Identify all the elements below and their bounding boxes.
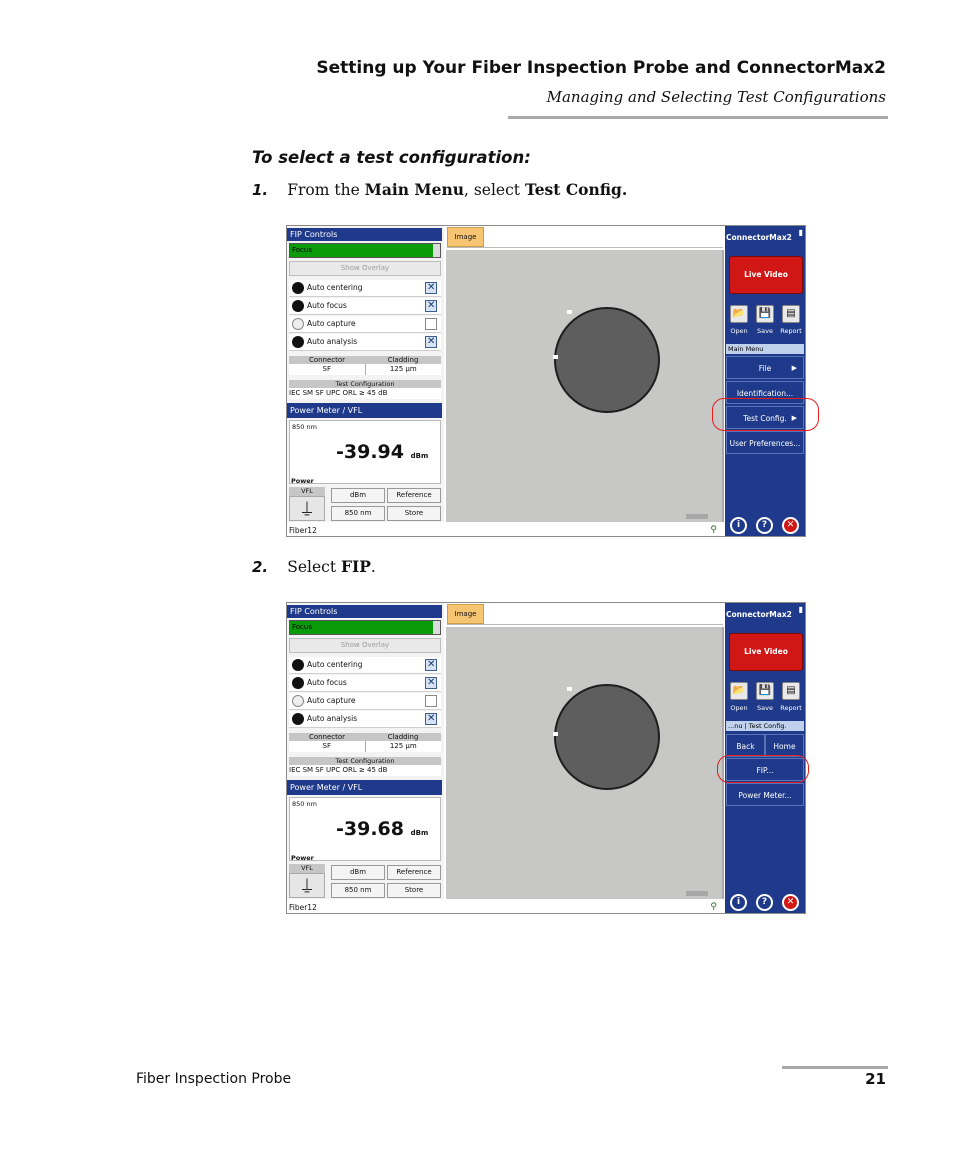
fiber-core-image — [554, 684, 660, 790]
vfl-laser-icon[interactable]: ⍊ — [289, 873, 325, 898]
back-button[interactable]: Back — [726, 734, 765, 757]
tab-underline — [447, 624, 723, 625]
tab-underline — [447, 247, 723, 248]
power-value: -39.68 — [336, 818, 404, 840]
fiber-name: Fiber12 — [289, 903, 317, 912]
connector-cladding-table: Connector Cladding SF 125 µm — [289, 733, 441, 752]
report-icon[interactable]: ▤ — [782, 682, 800, 700]
highlight-test-config — [712, 398, 819, 431]
save-disk-icon[interactable]: 💾 — [756, 305, 774, 323]
close-icon[interactable]: ✕ — [782, 894, 799, 911]
main-menu-header: Main Menu — [726, 344, 804, 354]
right-menu-panel — [725, 226, 806, 536]
menu-item-test-config[interactable]: Test Config. ▶ — [726, 406, 804, 429]
defect-spot — [553, 732, 558, 736]
defect-spot — [553, 355, 558, 359]
open-label: Open — [730, 704, 748, 712]
scale-indicator — [686, 891, 708, 896]
tab-image[interactable]: Image — [447, 604, 484, 624]
reference-button[interactable]: Reference — [387, 865, 441, 880]
live-video-button[interactable]: Live Video — [729, 256, 803, 294]
step-1 — [252, 180, 627, 199]
battery-icon: ▮ — [798, 605, 803, 614]
checkbox-checked-icon[interactable] — [425, 300, 437, 312]
highlight-fip — [717, 755, 809, 783]
status-led-icon — [292, 336, 304, 348]
procedure-title: To select a test configuration: — [252, 148, 531, 167]
vfl-laser-icon[interactable]: ⍊ — [289, 496, 325, 521]
power-reading-display: 850 nm -39.94 dBm Power — [289, 420, 441, 484]
fiber-image-view[interactable] — [446, 250, 722, 522]
step-number: 1. — [252, 181, 269, 199]
battery-icon: ▮ — [798, 228, 803, 237]
dbm-button[interactable]: dBm — [331, 865, 385, 880]
menu-item-file[interactable]: File ▶ — [726, 356, 804, 379]
checkbox-checked-icon[interactable] — [425, 336, 437, 348]
report-label: Report — [780, 704, 802, 712]
tab-image[interactable]: Image — [447, 227, 484, 247]
save-label: Save — [757, 327, 773, 335]
vfl-label: VFL — [289, 487, 325, 496]
help-icon[interactable]: ? — [756, 517, 773, 534]
report-label: Report — [780, 327, 802, 335]
probe-status-icon: ⚲ — [710, 902, 717, 912]
status-led-icon — [292, 300, 304, 312]
reference-button[interactable]: Reference — [387, 488, 441, 503]
checkbox-checked-icon[interactable] — [425, 659, 437, 671]
test-config-value: IEC SM SF UPC ORL ≥ 45 dB — [289, 765, 441, 776]
power-meter-header: Power Meter / VFL — [287, 403, 442, 418]
auto-centering-option[interactable]: Auto centering ✕ — [289, 280, 441, 297]
help-icon[interactable]: ? — [756, 894, 773, 911]
fiber-image-view[interactable] — [446, 627, 722, 899]
test-config-value: IEC SM SF UPC ORL ≥ 45 dB — [289, 388, 441, 399]
app-title: ConnectorMax2 — [726, 610, 792, 619]
footer-rule — [782, 1066, 888, 1069]
show-overlay-button[interactable]: Show Overlay — [289, 261, 441, 276]
app-title: ConnectorMax2 — [726, 233, 792, 242]
save-label: Save — [757, 704, 773, 712]
power-value: -39.94 — [336, 441, 404, 463]
fip-left-panel — [287, 226, 444, 522]
power-meter-header: Power Meter / VFL — [287, 780, 442, 795]
auto-focus-option[interactable]: Auto focus ✕ — [289, 675, 441, 692]
show-overlay-button[interactable]: Show Overlay — [289, 638, 441, 653]
wavelength-button[interactable]: 850 nm — [331, 506, 385, 521]
checkbox-checked-icon[interactable] — [425, 282, 437, 294]
info-icon[interactable]: i — [730, 517, 747, 534]
report-icon[interactable]: ▤ — [782, 305, 800, 323]
status-led-off-icon — [292, 318, 304, 330]
auto-analysis-option[interactable]: Auto analysis ✕ — [289, 711, 441, 728]
open-folder-icon[interactable]: 📂 — [730, 305, 748, 323]
section-subtitle: Managing and Selecting Test Configurations — [546, 88, 886, 106]
vfl-label: VFL — [289, 864, 325, 873]
checkbox-empty-icon[interactable] — [425, 318, 437, 330]
submenu-arrow-icon: ▶ — [791, 364, 797, 372]
page-number: 21 — [865, 1070, 886, 1088]
connector-cladding-table: Connector Cladding SF 125 µm — [289, 356, 441, 375]
test-config-label: Test Configuration — [289, 380, 441, 388]
fip-left-panel — [287, 603, 444, 899]
home-button[interactable]: Home — [765, 734, 804, 757]
save-disk-icon[interactable]: 💾 — [756, 682, 774, 700]
fip-controls-header: FIP Controls — [287, 228, 442, 241]
checkbox-checked-icon[interactable] — [425, 677, 437, 689]
test-config-label: Test Configuration — [289, 757, 441, 765]
store-button[interactable]: Store — [387, 506, 441, 521]
wavelength-button[interactable]: 850 nm — [331, 883, 385, 898]
status-led-icon — [292, 282, 304, 294]
focus-bar: Focus — [289, 620, 441, 635]
status-led-icon — [292, 677, 304, 689]
defect-spot — [567, 687, 572, 691]
submenu-arrow-icon: ▶ — [791, 414, 797, 422]
open-folder-icon[interactable]: 📂 — [730, 682, 748, 700]
screenshot-main-menu — [286, 225, 806, 537]
auto-centering-option[interactable]: Auto centering ✕ — [289, 657, 441, 674]
menu-item-power-meter[interactable]: Power Meter... — [726, 783, 804, 806]
step-text: Select FIP. — [287, 557, 376, 576]
status-led-icon — [292, 659, 304, 671]
info-icon[interactable]: i — [730, 894, 747, 911]
step-number: 2. — [252, 558, 269, 576]
image-divider — [722, 250, 724, 522]
open-label: Open — [730, 327, 748, 335]
power-reading-display: 850 nm -39.68 dBm Power — [289, 797, 441, 861]
menu-item-fip[interactable]: FIP... — [726, 758, 804, 781]
chapter-title: Setting up Your Fiber Inspection Probe and ConnectorMax2 — [316, 58, 886, 78]
focus-bar: Focus — [289, 243, 441, 258]
checkbox-empty-icon[interactable] — [425, 695, 437, 707]
header-rule — [508, 116, 888, 119]
auto-capture-option[interactable]: Auto capture — [289, 693, 441, 710]
live-video-button[interactable]: Live Video — [729, 633, 803, 671]
auto-capture-option[interactable]: Auto capture — [289, 316, 441, 333]
status-led-icon — [292, 713, 304, 725]
menu-item-identification[interactable]: Identification... — [726, 381, 804, 404]
footer-title: Fiber Inspection Probe — [136, 1071, 292, 1087]
defect-spot — [567, 310, 572, 314]
dbm-button[interactable]: dBm — [331, 488, 385, 503]
auto-analysis-option[interactable]: Auto analysis ✕ — [289, 334, 441, 351]
auto-focus-option[interactable]: Auto focus ✕ — [289, 298, 441, 315]
status-led-off-icon — [292, 695, 304, 707]
menu-item-user-preferences[interactable]: User Preferences... — [726, 431, 804, 454]
store-button[interactable]: Store — [387, 883, 441, 898]
checkbox-checked-icon[interactable] — [425, 713, 437, 725]
close-icon[interactable]: ✕ — [782, 517, 799, 534]
fip-controls-header: FIP Controls — [287, 605, 442, 618]
step-text: From the Main Menu, select Test Config. — [287, 180, 628, 199]
menu-breadcrumb: ...nu | Test Config. — [726, 721, 804, 731]
step-2 — [252, 557, 376, 576]
fiber-core-image — [554, 307, 660, 413]
scale-indicator — [686, 514, 708, 519]
fiber-name: Fiber12 — [289, 526, 317, 535]
probe-status-icon: ⚲ — [710, 525, 717, 535]
